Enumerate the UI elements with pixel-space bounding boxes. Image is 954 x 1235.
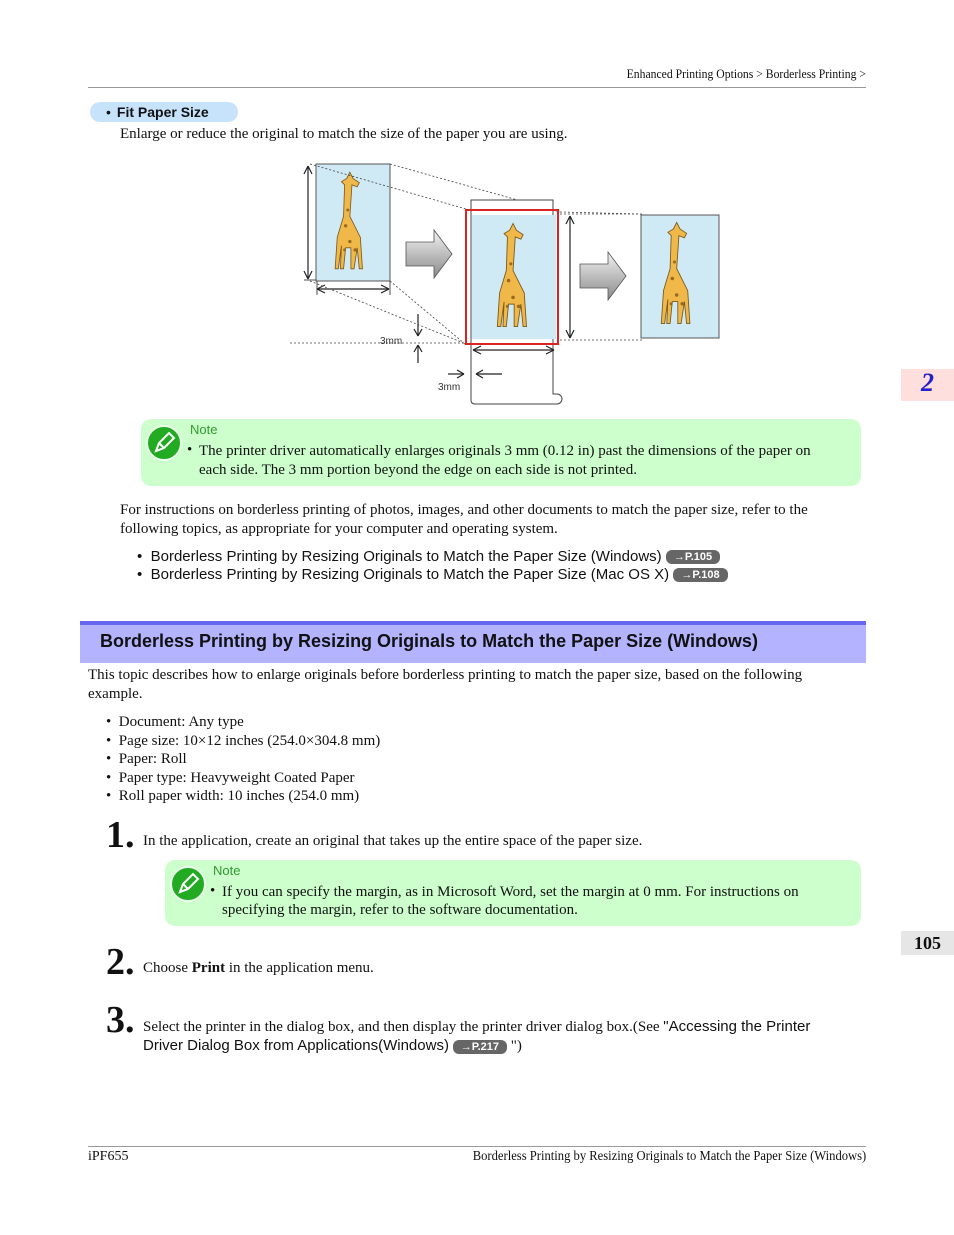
page-ref-badge[interactable]: →P.217 xyxy=(453,1040,507,1054)
page-number: 105 xyxy=(914,933,941,953)
note-line-2: each side. The 3 mm portion beyond the edge on each side is not printed. xyxy=(199,462,637,478)
link-bullet: • xyxy=(137,566,143,583)
note-bullet: • xyxy=(187,442,193,458)
note-label: Note xyxy=(213,863,241,878)
link-text[interactable]: Borderless Printing by Resizing Originals to Match the Paper Size (Mac OS X) xyxy=(150,566,670,583)
topic-line-1: This topic describes how to enlarge originals before borderless printing to match the paper size, based on the following xyxy=(88,667,803,683)
list-item: • Paper type: Heavyweight Coated Paper xyxy=(106,769,355,786)
link-item-windows[interactable] xyxy=(137,548,720,565)
footer-title: Borderless Printing by Resizing Originals to Match the Paper Size (Windows) xyxy=(472,1149,866,1164)
list-item: • Document: Any type xyxy=(106,714,244,730)
footer-model: iPF655 xyxy=(88,1149,129,1164)
link-item-mac[interactable] xyxy=(137,566,728,583)
link-text[interactable]: Borderless Printing by Resizing Originals to Match the Paper Size (Windows) xyxy=(150,548,662,565)
instructions-line-1: For instructions on borderless printing of photos, images, and other documents to match the paper size, refer to the xyxy=(120,502,808,518)
note-line-1: The printer driver automatically enlarges originals 3 mm (0.12 in) past the dimensions of the paper on xyxy=(199,443,811,459)
note-borderless-enlarge xyxy=(141,419,861,486)
note-pencil-icon xyxy=(146,425,182,461)
breadcrumb: Enhanced Printing Options > Borderless Printing > xyxy=(626,66,866,81)
step-2-text: Choose Print in the application menu. xyxy=(143,960,374,976)
step-3-link-cont[interactable]: Driver Dialog Box from Applications(Windows) xyxy=(143,1037,449,1054)
page-ref-badge[interactable]: →P.108 xyxy=(673,568,727,582)
print-menu-term: Print xyxy=(191,960,226,976)
note-line-2: specifying the margin, refer to the software documentation. xyxy=(222,902,578,918)
example-list xyxy=(106,713,380,806)
fit-paper-size-diagram xyxy=(290,150,730,410)
link-bullet: • xyxy=(137,548,143,565)
note-bullet: • xyxy=(210,883,216,899)
intro-text: Enlarge or reduce the original to match the size of the paper you are using. xyxy=(120,126,568,142)
fit-paper-size-heading xyxy=(90,102,238,122)
note-line-1: If you can specify the margin, as in Microsoft Word, set the margin at 0 mm. For instructions on xyxy=(222,884,799,900)
instructions-line-2: following topics, as appropriate for your computer and operating system. xyxy=(120,521,558,537)
page-ref-badge[interactable]: →P.105 xyxy=(666,550,720,564)
step-3-number: 3. xyxy=(106,999,135,1041)
label-3mm-vertical: 3mm xyxy=(380,336,403,347)
note-pencil-icon xyxy=(170,866,206,902)
step-3-text-cont: Driver Dialog Box from Applications(Windows) →P.217 ") xyxy=(143,1037,522,1054)
section-title: Borderless Printing by Resizing Originals to Match the Paper Size (Windows) xyxy=(100,631,758,651)
label-3mm-horizontal: 3mm xyxy=(438,382,461,393)
footer-rule xyxy=(88,1146,866,1147)
header-rule xyxy=(88,87,866,88)
note-label: Note xyxy=(190,422,218,437)
process-arrow-2 xyxy=(580,252,626,300)
step-1-number: 1. xyxy=(106,814,135,856)
process-arrow-1 xyxy=(406,230,452,278)
topic-line-2: example. xyxy=(88,686,143,702)
note-margin xyxy=(165,860,861,926)
chapter-tab-number[interactable]: 2 xyxy=(921,368,934,397)
list-item: • Paper: Roll xyxy=(106,751,187,767)
list-item: • Roll paper width: 10 inches (254.0 mm) xyxy=(106,788,360,804)
step-3-text: Select the printer in the dialog box, and then display the printer driver dialog box.(See "Accessing the Printer xyxy=(143,1018,811,1035)
step-2-number: 2. xyxy=(106,941,135,983)
pill-bullet: • xyxy=(106,104,111,120)
list-item: • Page size: 10×12 inches (254.0×304.8 mm) xyxy=(106,732,381,749)
step-3-link[interactable]: "Accessing the Printer xyxy=(663,1018,811,1035)
step-1-text: In the application, create an original that takes up the entire space of the paper size. xyxy=(143,833,643,849)
pill-label: Fit Paper Size xyxy=(116,104,209,120)
